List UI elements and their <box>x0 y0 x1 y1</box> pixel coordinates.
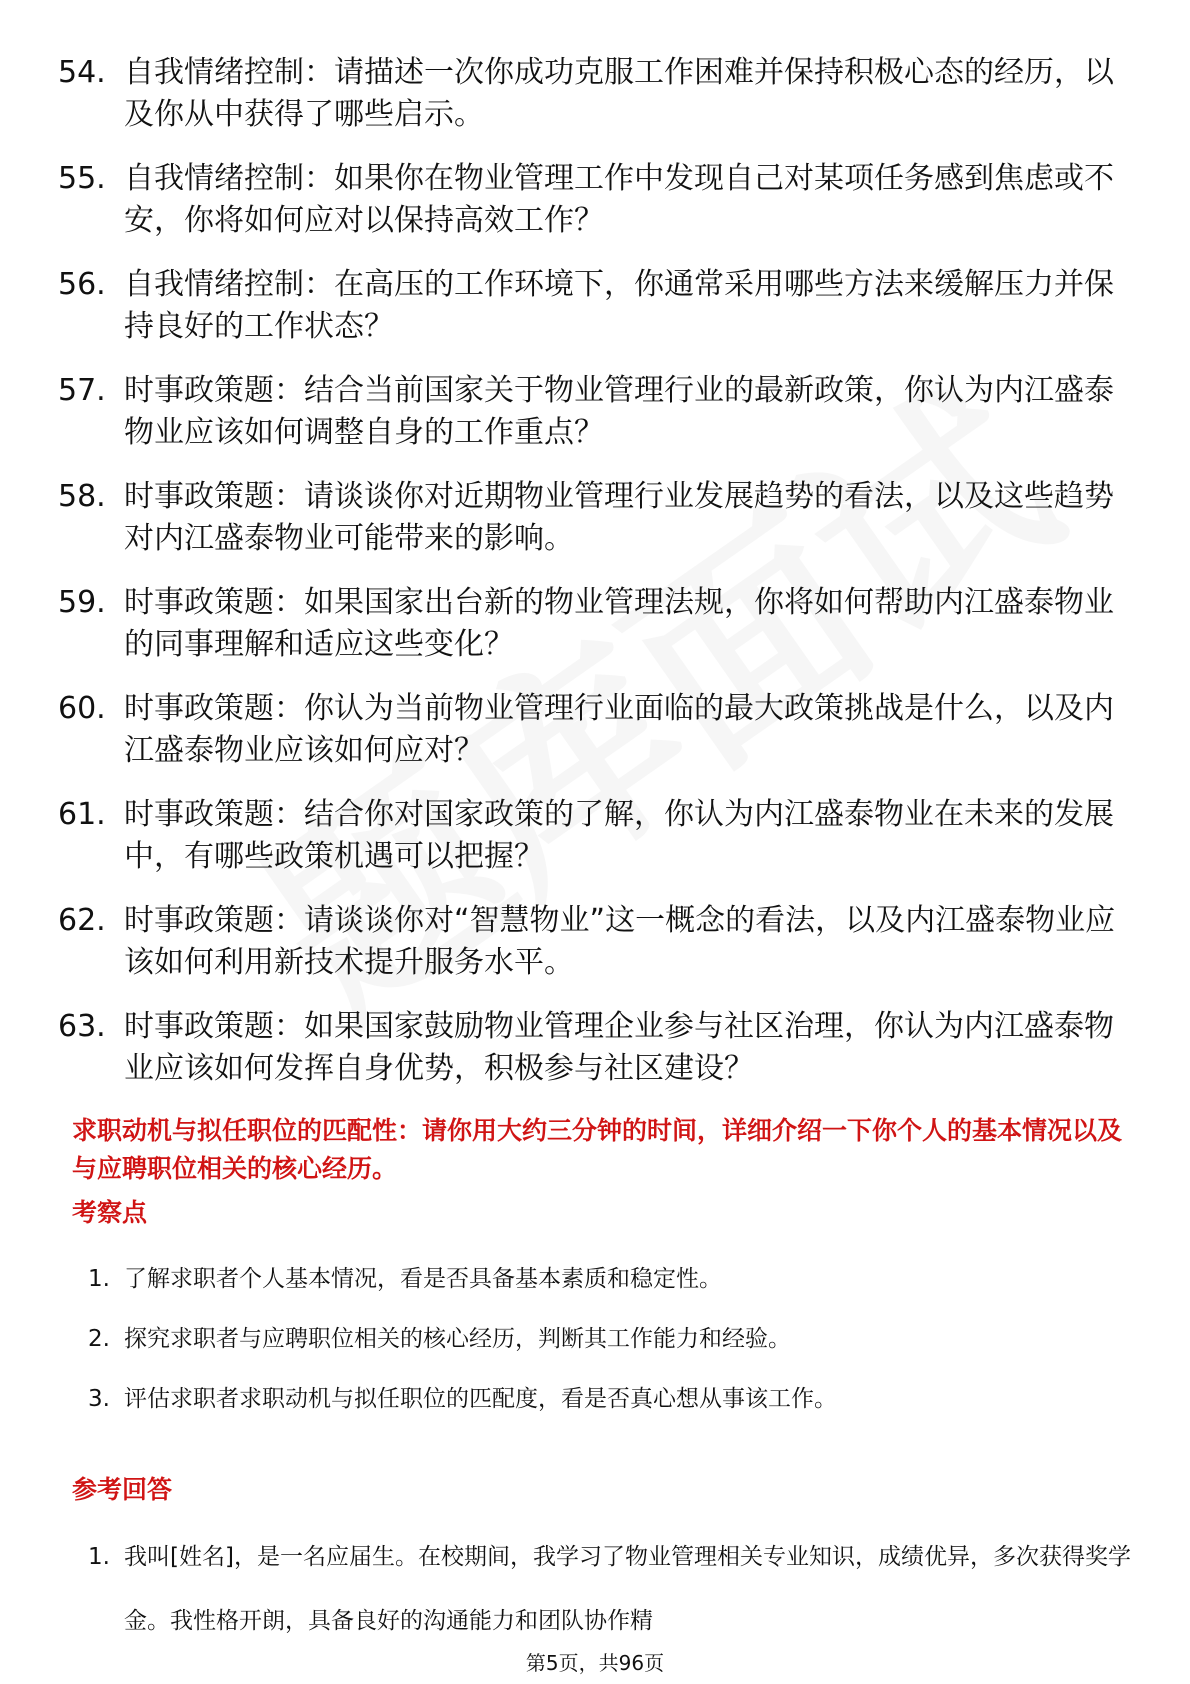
question-item <box>58 688 1138 772</box>
question-text: 自我情绪控制：在高压的工作环境下，你通常采用哪些方法来缓解压力并保持良好的工作状态？ <box>124 267 1114 344</box>
list-item <box>88 1262 1138 1296</box>
question-item <box>58 794 1138 878</box>
list-item <box>88 1322 1138 1356</box>
point-number: 2. <box>88 1326 110 1352</box>
question-text: 自我情绪控制：请描述一次你成功克服工作困难并保持积极心态的经历，以及你从中获得了哪些启示。 <box>124 55 1114 132</box>
question-text: 时事政策题：结合你对国家政策的了解，你认为内江盛泰物业在未来的发展中，有哪些政策机遇可以把握？ <box>124 797 1114 874</box>
question-list <box>58 52 1138 1112</box>
question-item <box>58 582 1138 666</box>
question-text: 时事政策题：如果国家出台新的物业管理法规，你将如何帮助内江盛泰物业的同事理解和适应这些变化？ <box>124 585 1114 662</box>
question-text: 时事政策题：请谈谈你对“智慧物业”这一概念的看法，以及内江盛泰物业应该如何利用新技术提升服务水平。 <box>124 903 1116 980</box>
question-number: 61. <box>58 797 106 832</box>
point-text: 探究求职者与应聘职位相关的核心经历，判断其工作能力和经验。 <box>124 1326 791 1352</box>
question-item <box>58 158 1138 242</box>
question-number: 59. <box>58 585 106 620</box>
question-item <box>58 370 1138 454</box>
page-footer: 第5页，共96页 <box>525 1651 665 1675</box>
answer-text: 我叫[姓名]，是一名应届生。在校期间，我学习了物业管理相关专业知识，成绩优异，多次获得奖学金。我性格开朗，具备良好的沟通能力和团队协作精 <box>124 1544 1131 1634</box>
answer-heading: 参考回答 <box>72 1475 173 1504</box>
question-text: 时事政策题：你认为当前物业管理行业面临的最大政策挑战是什么，以及内江盛泰物业应该如何应对？ <box>124 691 1114 768</box>
question-item <box>58 52 1138 136</box>
point-number: 3. <box>88 1386 110 1412</box>
point-number: 1. <box>88 1266 110 1292</box>
question-item <box>58 900 1138 984</box>
question-number: 62. <box>58 903 106 938</box>
answer-number: 1. <box>88 1544 110 1570</box>
section-title: 求职动机与拟任职位的匹配性：请你用大约三分钟的时间，详细介绍一下你个人的基本情况以及与应聘职位相关的核心经历。 <box>72 1116 1123 1183</box>
points-list <box>88 1262 1138 1442</box>
question-number: 56. <box>58 267 106 302</box>
point-text: 了解求职者个人基本情况，看是否具备基本素质和稳定性。 <box>124 1266 722 1292</box>
list-item <box>88 1382 1138 1416</box>
question-number: 58. <box>58 479 106 514</box>
question-text: 时事政策题：结合当前国家关于物业管理行业的最新政策，你认为内江盛泰物业应该如何调整自身的工作重点？ <box>124 373 1114 450</box>
points-heading: 考察点 <box>72 1198 148 1227</box>
question-text: 时事政策题：请谈谈你对近期物业管理行业发展趋势的看法，以及这些趋势对内江盛泰物业可能带来的影响。 <box>124 479 1114 556</box>
question-number: 60. <box>58 691 106 726</box>
question-item <box>58 264 1138 348</box>
question-text: 时事政策题：如果国家鼓励物业管理企业参与社区治理，你认为内江盛泰物业应该如何发挥自身优势，积极参与社区建设？ <box>124 1009 1114 1086</box>
question-number: 55. <box>58 161 106 196</box>
question-text: 自我情绪控制：如果你在物业管理工作中发现自己对某项任务感到焦虑或不安，你将如何应对以保持高效工作？ <box>124 161 1114 238</box>
question-number: 63. <box>58 1009 106 1044</box>
question-number: 54. <box>58 55 106 90</box>
question-item <box>58 476 1138 560</box>
question-item <box>58 1006 1138 1090</box>
answer-item <box>88 1540 1138 1653</box>
point-text: 评估求职者求职动机与拟任职位的匹配度，看是否真心想从事该工作。 <box>124 1386 837 1412</box>
question-number: 57. <box>58 373 106 408</box>
